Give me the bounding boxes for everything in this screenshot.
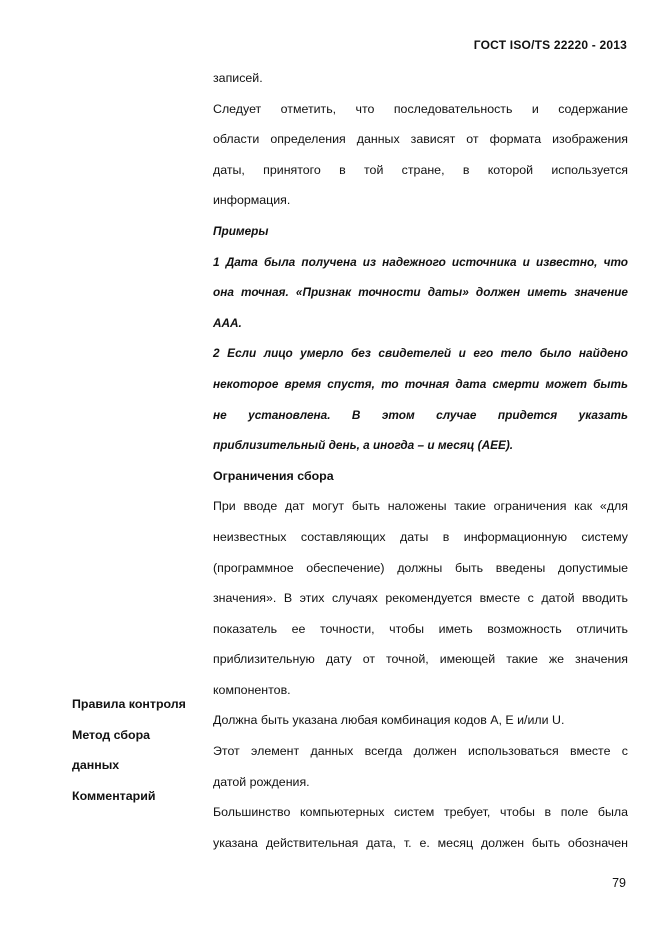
example-line: AAA. [213, 315, 242, 330]
label-control-rules: Правила контроля [72, 697, 186, 711]
text-line: информация. [213, 193, 291, 208]
example-line: она точная. «Признак точности даты» должен иметь значение [213, 285, 628, 300]
text-line: Следует отметить, что последовательность и содержание [213, 101, 628, 116]
label-collection-method: Метод сбора [72, 728, 151, 742]
label-collection-method-cont: данных [72, 758, 120, 772]
text-line: (программное обеспечение) должны быть введены допустимые [213, 560, 628, 575]
text-line: неизвестных составляющих даты в информационную систему [213, 529, 628, 544]
label-comment: Комментарий [72, 789, 156, 803]
page-number: 79 [612, 876, 626, 890]
text-line: области определения данных зависят от формата изображения [213, 132, 628, 147]
example-line: 1 Дата была получена из надежного источника и известно, что [213, 254, 628, 269]
text-line: показатель ее точности, чтобы иметь возможность отличить [213, 621, 628, 636]
section-heading: Ограничения сбора [213, 468, 334, 483]
example-line: 2 Если лицо умерло без свидетелей и его тело было найдено [213, 346, 628, 361]
document-body [213, 63, 628, 858]
document-header: ГОСТ ISO/TS 22220 - 2013 [473, 38, 627, 52]
text-line: приблизительную дату от точной, имеющей такие же значения [213, 652, 628, 667]
text-line: При вводе дат могут быть наложены такие ограничения как «для [213, 499, 628, 514]
example-line: не установлена. В этом случае придется указать [213, 407, 628, 422]
text-line: компонентов. [213, 682, 291, 697]
text-line: Большинство компьютерных систем требует, чтобы в поле была [213, 805, 628, 820]
text-line: даты, принятого в той стране, в которой используется [213, 162, 628, 177]
text-line: Должна быть указана любая комбинация кодов A, E и/или U. [213, 713, 565, 728]
example-line: приблизительный день, а иногда – и месяц (AEE). [213, 438, 514, 453]
text-line: значения». В этих случаях рекомендуется вместе с датой вводить [213, 591, 628, 606]
text-line: указана действительная дата, т. е. месяц должен быть обозначен [213, 835, 628, 850]
examples-heading: Примеры [213, 223, 269, 238]
text-line: Этот элемент данных всегда должен использоваться вместе с [213, 744, 628, 759]
text-line: записей. [213, 71, 263, 85]
text-line: датой рождения. [213, 774, 310, 789]
example-line: некоторое время спустя, то точная дата смерти может быть [213, 376, 628, 391]
